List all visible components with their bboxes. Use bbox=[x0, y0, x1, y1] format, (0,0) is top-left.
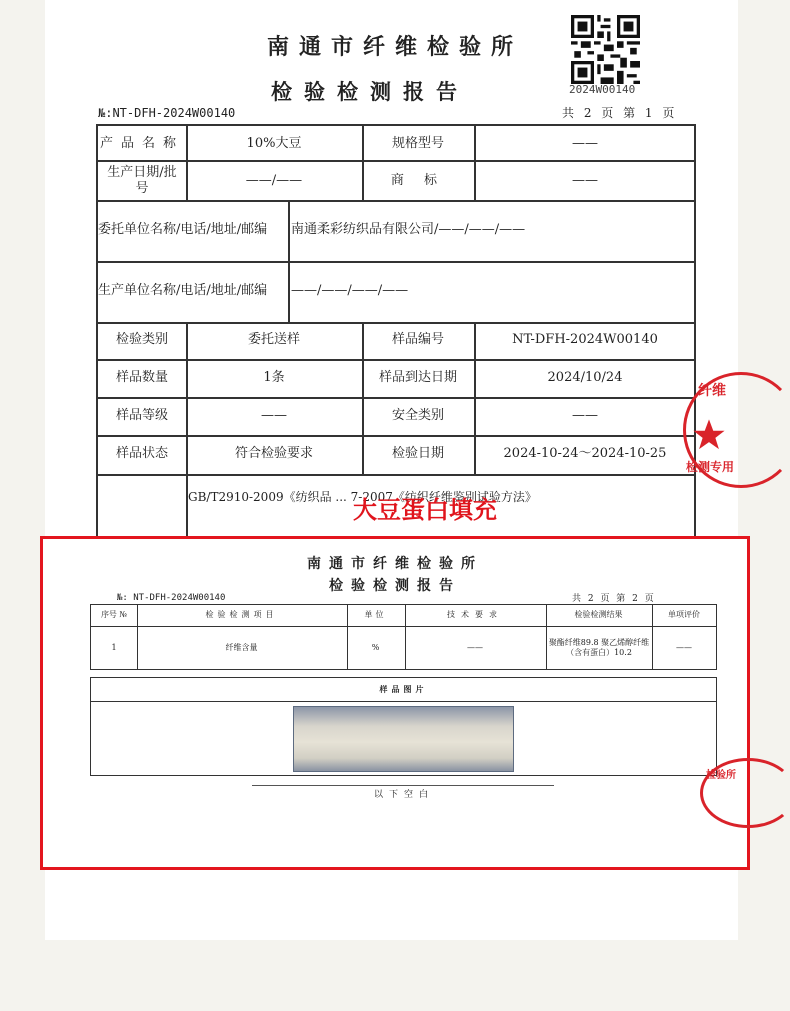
sample-grade-value: —— bbox=[261, 407, 287, 423]
sample-photo bbox=[293, 706, 514, 772]
stamp-text-top: 纤维 bbox=[698, 383, 726, 399]
arrival-date-label: 样品到达日期 bbox=[378, 369, 457, 385]
header-unit: 单位 bbox=[364, 610, 387, 620]
sample-quantity-label: 样品数量 bbox=[115, 369, 168, 385]
header-result: 检验检测结果 bbox=[574, 610, 623, 620]
sample-quantity-value: 1条 bbox=[263, 369, 285, 385]
producer-label: 生产单位名称/电话/地址/邮编 bbox=[98, 282, 268, 298]
soy-protein-fill-label: 大豆蛋白填充 bbox=[353, 496, 497, 524]
page2-report-number: №: NT-DFH-2024W00140 bbox=[117, 593, 226, 603]
product-name-value: 10%大豆 bbox=[246, 135, 302, 151]
spec-value: —— bbox=[572, 135, 598, 151]
row-unit: % bbox=[371, 642, 380, 652]
production-date-value: ——/—— bbox=[245, 172, 303, 188]
safety-category-label: 安全类别 bbox=[391, 407, 444, 423]
client-value: 南通柔彩纺织品有限公司/——/——/—— bbox=[291, 221, 526, 237]
sample-grade-label: 样品等级 bbox=[115, 407, 168, 423]
sample-number-label: 样品编号 bbox=[391, 332, 444, 348]
production-date-label: 生产日期/批号 bbox=[107, 164, 177, 196]
inspection-type-value: 委托送样 bbox=[247, 332, 300, 348]
spec-label: 规格型号 bbox=[391, 135, 444, 151]
test-basis-value: GB/T2910-2009《纺织品 ... 7-2007《纺织纤维鉴别试验方法》 bbox=[188, 490, 537, 504]
qr-code-number: 2024W00140 bbox=[569, 83, 636, 96]
brand-value: —— bbox=[572, 172, 598, 188]
header-requirement: 技术要求 bbox=[447, 610, 503, 620]
row-item: 纤维含量 bbox=[225, 642, 258, 652]
test-date-label: 检验日期 bbox=[391, 446, 444, 462]
report-title: 检验检测报告 bbox=[271, 79, 469, 104]
row-evaluation: —— bbox=[676, 642, 692, 652]
safety-category-value: —— bbox=[572, 407, 598, 423]
institute-title: 南通市纤维检验所 bbox=[266, 34, 523, 60]
test-date-value: 2024-10-24～2024-10-25 bbox=[503, 446, 667, 462]
stamp-star-icon bbox=[692, 418, 726, 452]
report-number: №:NT-DFH-2024W00140 bbox=[98, 106, 236, 120]
qr-code-icon bbox=[571, 15, 640, 84]
brand-label: 商 标 bbox=[390, 172, 446, 188]
sample-photo-header: 样品图片 bbox=[379, 684, 428, 695]
product-name-label: 产品名称 bbox=[99, 135, 184, 151]
header-seq: 序号 № bbox=[100, 610, 128, 620]
client-label: 委托单位名称/电话/地址/邮编 bbox=[98, 221, 268, 237]
header-evaluation: 单项评价 bbox=[668, 610, 700, 620]
row-seq: 1 bbox=[111, 642, 117, 652]
inspection-type-label: 检验类别 bbox=[115, 332, 168, 348]
row-requirement: —— bbox=[467, 642, 483, 652]
page2-report-title: 检验检测报告 bbox=[329, 578, 461, 594]
arrival-date-value: 2024/10/24 bbox=[547, 369, 623, 385]
page2-stamp-text: 检验所 bbox=[706, 770, 736, 781]
page2-page-indicator: 共 2 页 第 2 页 bbox=[572, 594, 656, 604]
blank-below-text: 以下空白 bbox=[373, 790, 434, 800]
header-item: 检验检测项目 bbox=[205, 610, 278, 620]
blank-divider bbox=[252, 785, 554, 786]
producer-value: ——/——/——/—— bbox=[291, 282, 409, 298]
stamp-text-bottom: 检测专用 bbox=[686, 460, 735, 474]
page-indicator: 共 2 页 第 1 页 bbox=[562, 106, 678, 120]
row-result: 聚酯纤维89.8 聚乙烯醇纤维（含有蛋白）10.2 bbox=[548, 637, 650, 657]
sample-state-label: 样品状态 bbox=[115, 446, 168, 462]
sample-state-value: 符合检验要求 bbox=[234, 446, 313, 462]
sample-number-value: NT-DFH-2024W00140 bbox=[512, 332, 658, 348]
page2-institute-title: 南通市纤维检验所 bbox=[307, 556, 483, 572]
